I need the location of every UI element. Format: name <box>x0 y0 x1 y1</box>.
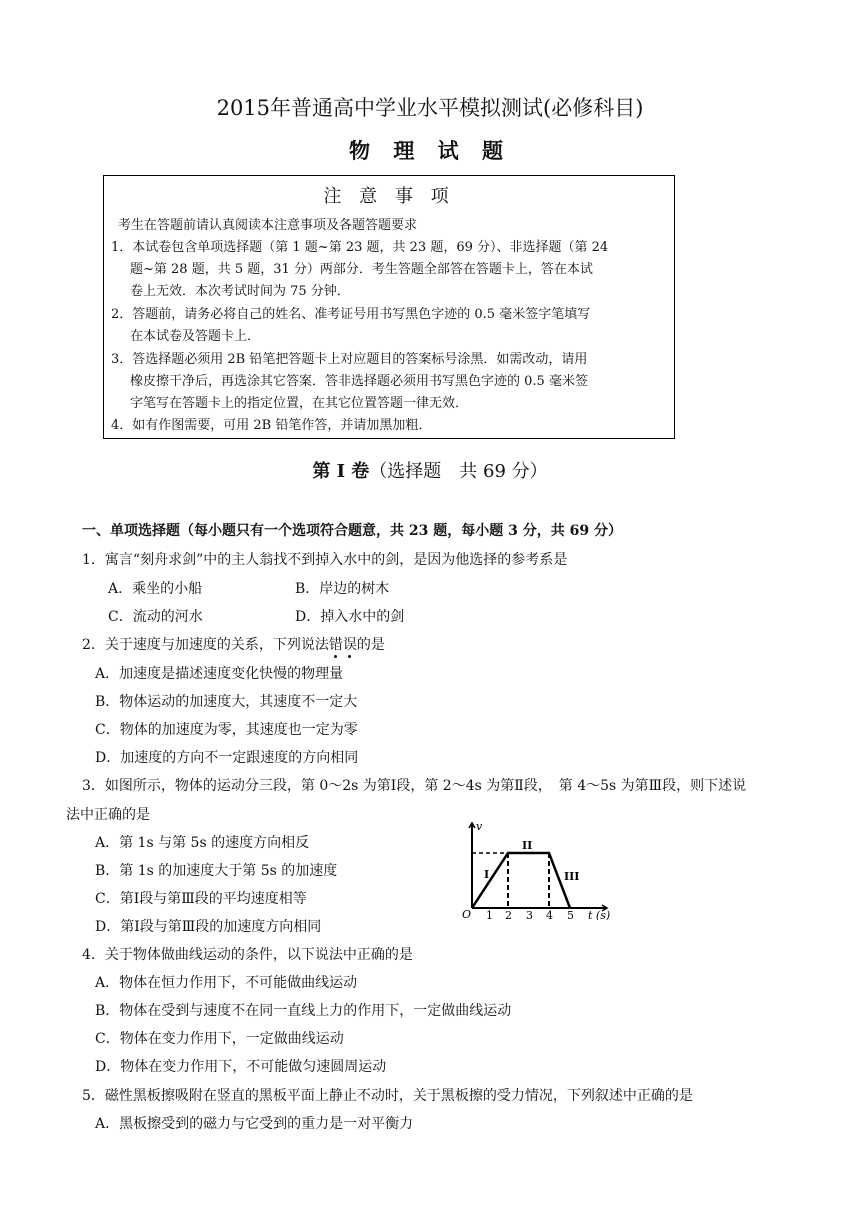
notice-line: 题~第 28 题，共 5 题，31 分）两部分．考生答题全部答在答题卡上，答在本试 <box>130 262 593 277</box>
question-3-stem-continued: 法中正确的是 <box>66 807 150 823</box>
question-4-option-a: A．物体在恒力作用下，不可能做曲线运动 <box>95 975 358 991</box>
question-2-stem-start: 2．关于速度与加速度的关系，下列说法 <box>82 637 329 653</box>
notice-line: 1．本试卷包含单项选择题（第 1 题~第 23 题，共 23 题，69 分）、非选择题（第 24 <box>111 240 609 255</box>
notice-line: 在本试卷及答题卡上． <box>130 329 261 344</box>
question-1-option-d: D．掉入水中的剑 <box>295 609 405 625</box>
question-1-stem: 1．寓言“刻舟求剑”中的主人翁找不到掉入水中的剑，是因为他选择的参考系是 <box>82 552 568 568</box>
exam-subject-title: 物 理 试 题 <box>349 138 511 163</box>
question-5-stem: 5．磁性黑板擦吸附在竖直的黑板平面上静止不动时，关于黑板擦的受力情况，下列叙述中正确的是 <box>82 1088 693 1104</box>
question-4-option-c: C．物体在变力作用下，一定做曲线运动 <box>95 1031 344 1047</box>
notice-line: 橡皮擦干净后，再选涂其它答案．答非选择题必须用书写黑色字迹的 0.5 毫米签 <box>130 374 588 389</box>
question-2-option-a: A．加速度是描述速度变化快慢的物理量 <box>95 666 344 682</box>
question-2-stem <box>82 634 385 654</box>
x-tick-label: 2 <box>505 909 512 920</box>
question-1-option-a: A．乘坐的小船 <box>108 581 203 597</box>
notice-intro: 考生在答题前请认真阅读本注意事项及各题答题要求 <box>118 218 418 233</box>
x-tick-label: 5 <box>567 909 574 920</box>
question-3-option-d: D．第Ⅰ段与第Ⅲ段的加速度方向相同 <box>95 919 322 935</box>
question-5-option-a: A．黑板擦受到的磁力与它受到的重力是一对平衡力 <box>95 1116 414 1132</box>
part-title: 一、单项选择题（每小题只有一个选项符合题意，共 23 题，每小题 3 分，共 69 分） <box>82 523 622 539</box>
question-2-option-b: B．物体运动的加速度大，其速度不一定大 <box>95 694 358 710</box>
notice-line: 字笔写在答题卡上的指定位置，在其它位置答题一律无效． <box>130 396 469 411</box>
question-3-option-a: A．第 1s 与第 5s 的速度方向相反 <box>95 835 310 851</box>
section-header-volume: 第 I 卷 <box>312 461 370 482</box>
x-tick-label: 1 <box>486 909 493 920</box>
y-axis-label: v <box>476 820 483 833</box>
segment-label-iii: III <box>564 870 580 883</box>
question-2-option-d: D．加速度的方向不一定跟速度的方向相同 <box>95 750 359 766</box>
notice-line: 卷上无效．本次考试时间为 75 分钟． <box>130 284 350 299</box>
question-4-option-b: B．物体在受到与速度不在同一直线上力的作用下，一定做曲线运动 <box>95 1003 512 1019</box>
question-2-option-c: C．物体的加速度为零，其速度也一定为零 <box>95 722 358 738</box>
question-3-option-c: C．第Ⅰ段与第Ⅲ段的平均速度相等 <box>95 891 307 907</box>
notice-line: 3．答选择题必须用 2B 铅笔把答题卡上对应题目的答案标号涂黑．如需改动，请用 <box>111 352 588 367</box>
question-3-stem: 3．如图所示，物体的运动分三段，第 0～2s 为第Ⅰ段，第 2～4s 为第Ⅱ段， 第 4～5s 为第Ⅲ段，则下述说 <box>82 778 747 794</box>
x-tick-label: 3 <box>526 909 533 920</box>
notice-box <box>103 175 675 439</box>
x-tick-label: 4 <box>546 909 553 920</box>
velocity-time-graph <box>458 818 628 920</box>
section-header <box>0 457 860 483</box>
segment-label-ii: II <box>522 839 533 852</box>
exam-main-title: 2015年普通高中学业水平模拟测试(必修科目) <box>216 96 644 120</box>
question-4-stem: 4．关于物体做曲线运动的条件，以下说法中正确的是 <box>82 947 413 963</box>
section-header-detail: （选择题 共 69 分） <box>369 461 548 482</box>
question-3-option-b: B．第 1s 的加速度大于第 5s 的加速度 <box>95 863 338 879</box>
emphasis-char: 错 <box>328 637 343 653</box>
question-1-option-c: C．流动的河水 <box>108 609 203 625</box>
x-axis-label: t (s) <box>588 909 611 920</box>
question-2-stem-end: 的是 <box>356 637 385 653</box>
notice-heading: 注 意 事 项 <box>323 186 455 207</box>
segment-label-i: I <box>484 868 490 881</box>
origin-label: O <box>462 908 472 920</box>
notice-line: 4．如有作图需要，可用 2B 铅笔作答，并请加黑加粗． <box>111 418 432 433</box>
notice-line: 2．答题前，请务必将自己的姓名、准考证号用书写黑色字迹的 0.5 毫米签字笔填写 <box>111 307 591 322</box>
emphasis-char: 误 <box>342 637 357 653</box>
question-4-option-d: D．物体在变力作用下，不可能做匀速圆周运动 <box>95 1059 387 1075</box>
question-1-option-b: B．岸边的树木 <box>295 581 390 597</box>
